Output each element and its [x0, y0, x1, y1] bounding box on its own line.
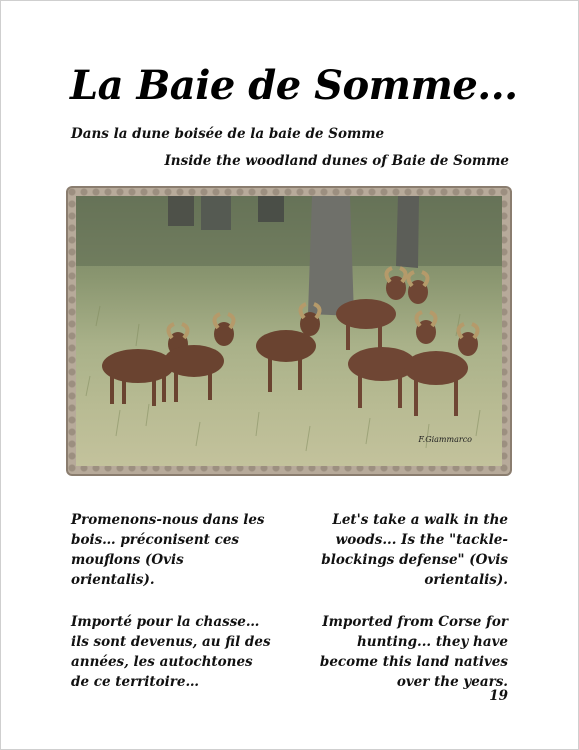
pebble-photo-frame	[66, 186, 512, 476]
french-paragraph-1: Promenons-nous dans les bois… préconisent ces mouflons (Ovis orientalis).	[71, 512, 265, 588]
tree-trunk	[201, 196, 231, 230]
subtitle-english: Inside the woodland dunes of Baie de Somme	[164, 153, 509, 169]
mouflon-group-right	[336, 276, 478, 416]
page-number: 19	[489, 688, 508, 704]
english-paragraph-1: Let's take a walk in the woods... Is the "tackle-blockings defense" (Ovis orientalis).	[321, 512, 508, 588]
mouflon-photo	[76, 196, 502, 466]
tree-trunk-large	[308, 196, 354, 316]
forest-background	[76, 196, 502, 266]
page-title: La Baie de Somme...	[70, 62, 518, 109]
tree-trunk	[168, 196, 194, 226]
photographer-signature: F.Giammarco	[418, 435, 472, 444]
english-paragraph-2: Imported from Corse for hunting... they have become this land natives over the years.	[319, 614, 508, 690]
right-column-english	[318, 510, 508, 714]
left-column-french	[71, 510, 271, 714]
tree-trunk	[258, 196, 284, 222]
tree-trunk	[396, 196, 419, 268]
mouflon-group-left	[102, 312, 320, 406]
mouflon-herd-illustration	[76, 196, 502, 466]
french-paragraph-2: Importé pour la chasse… ils sont devenus, au fil des années, les autochtones de ce territoire…	[71, 614, 271, 690]
subtitle-french: Dans la dune boisée de la baie de Somme	[71, 126, 385, 142]
